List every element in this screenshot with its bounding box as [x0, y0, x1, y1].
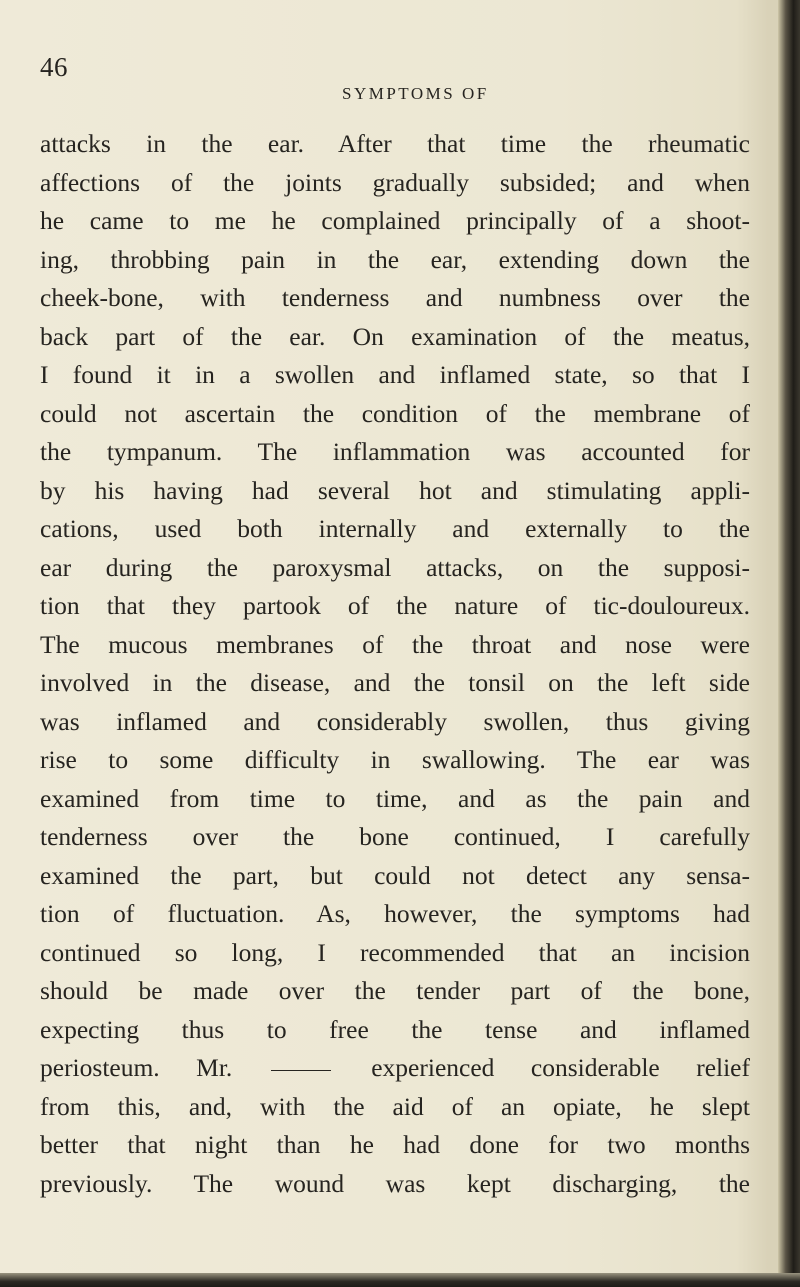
text-before-dash: periosteum. Mr.	[40, 1053, 233, 1082]
name-omission-dash	[271, 1070, 331, 1071]
text-line: attacks in the ear. After that time the rheumatic	[40, 129, 750, 158]
text-line: rise to some difficulty in swallowing. The ear was	[40, 745, 750, 774]
text-line: ing, throbbing pain in the ear, extending down the	[40, 244, 750, 274]
page-binding-edge	[778, 0, 800, 1287]
text-line: was inflamed and considerably swollen, thus giving	[40, 706, 750, 736]
text-line: ear during the paroxysmal attacks, on the supposi-	[40, 552, 750, 582]
text-line: examined the part, but could not detect any sensa-	[40, 860, 750, 890]
text-line: The mucous membranes of the throat and nose were	[40, 629, 750, 659]
text-line: previously. The wound was kept discharging, the	[40, 1168, 750, 1198]
text-line: expecting thus to free the tense and inflamed	[40, 1014, 750, 1044]
text-line: should be made over the tender part of the bone,	[40, 976, 750, 1005]
text-line: cations, used both internally and externally to the	[40, 514, 750, 543]
text-line: continued so long, I recommended that an incision	[40, 937, 750, 967]
text-line: could not ascertain the condition of the membrane of	[40, 398, 750, 428]
running-head: SYMPTOMS OF	[342, 84, 489, 103]
text-line-with-dash	[40, 1049, 750, 1088]
text-line: tenderness over the bone continued, I carefully	[40, 822, 750, 851]
text-line: examined from time to time, and as the pain and	[40, 783, 750, 813]
text-line: he came to me he complained principally of a shoot-	[40, 206, 750, 235]
text-line: cheek-bone, with tenderness and numbness over the	[40, 283, 750, 312]
text-line: affections of the joints gradually subsided; and when	[40, 167, 750, 197]
text-line: tion of fluctuation. As, however, the symptoms had	[40, 899, 750, 928]
text-after-dash: experienced considerable relief	[371, 1053, 750, 1082]
text-line: involved in the disease, and the tonsil on the left side	[40, 668, 750, 697]
body-text	[40, 125, 750, 1203]
text-line: back part of the ear. On examination of the meatus,	[40, 321, 750, 351]
text-line: from this, and, with the aid of an opiate, he slept	[40, 1091, 750, 1121]
text-line: I found it in a swollen and inflamed state, so that I	[40, 360, 750, 389]
page-bottom-edge	[0, 1273, 800, 1287]
page-number: 46	[40, 52, 68, 82]
text-line: tion that they partook of the nature of tic-douloureux.	[40, 591, 750, 620]
text-line: the tympanum. The inflammation was accounted for	[40, 437, 750, 466]
text-line: better that night than he had done for two months	[40, 1130, 750, 1159]
text-line: by his having had several hot and stimulating appli-	[40, 475, 750, 505]
